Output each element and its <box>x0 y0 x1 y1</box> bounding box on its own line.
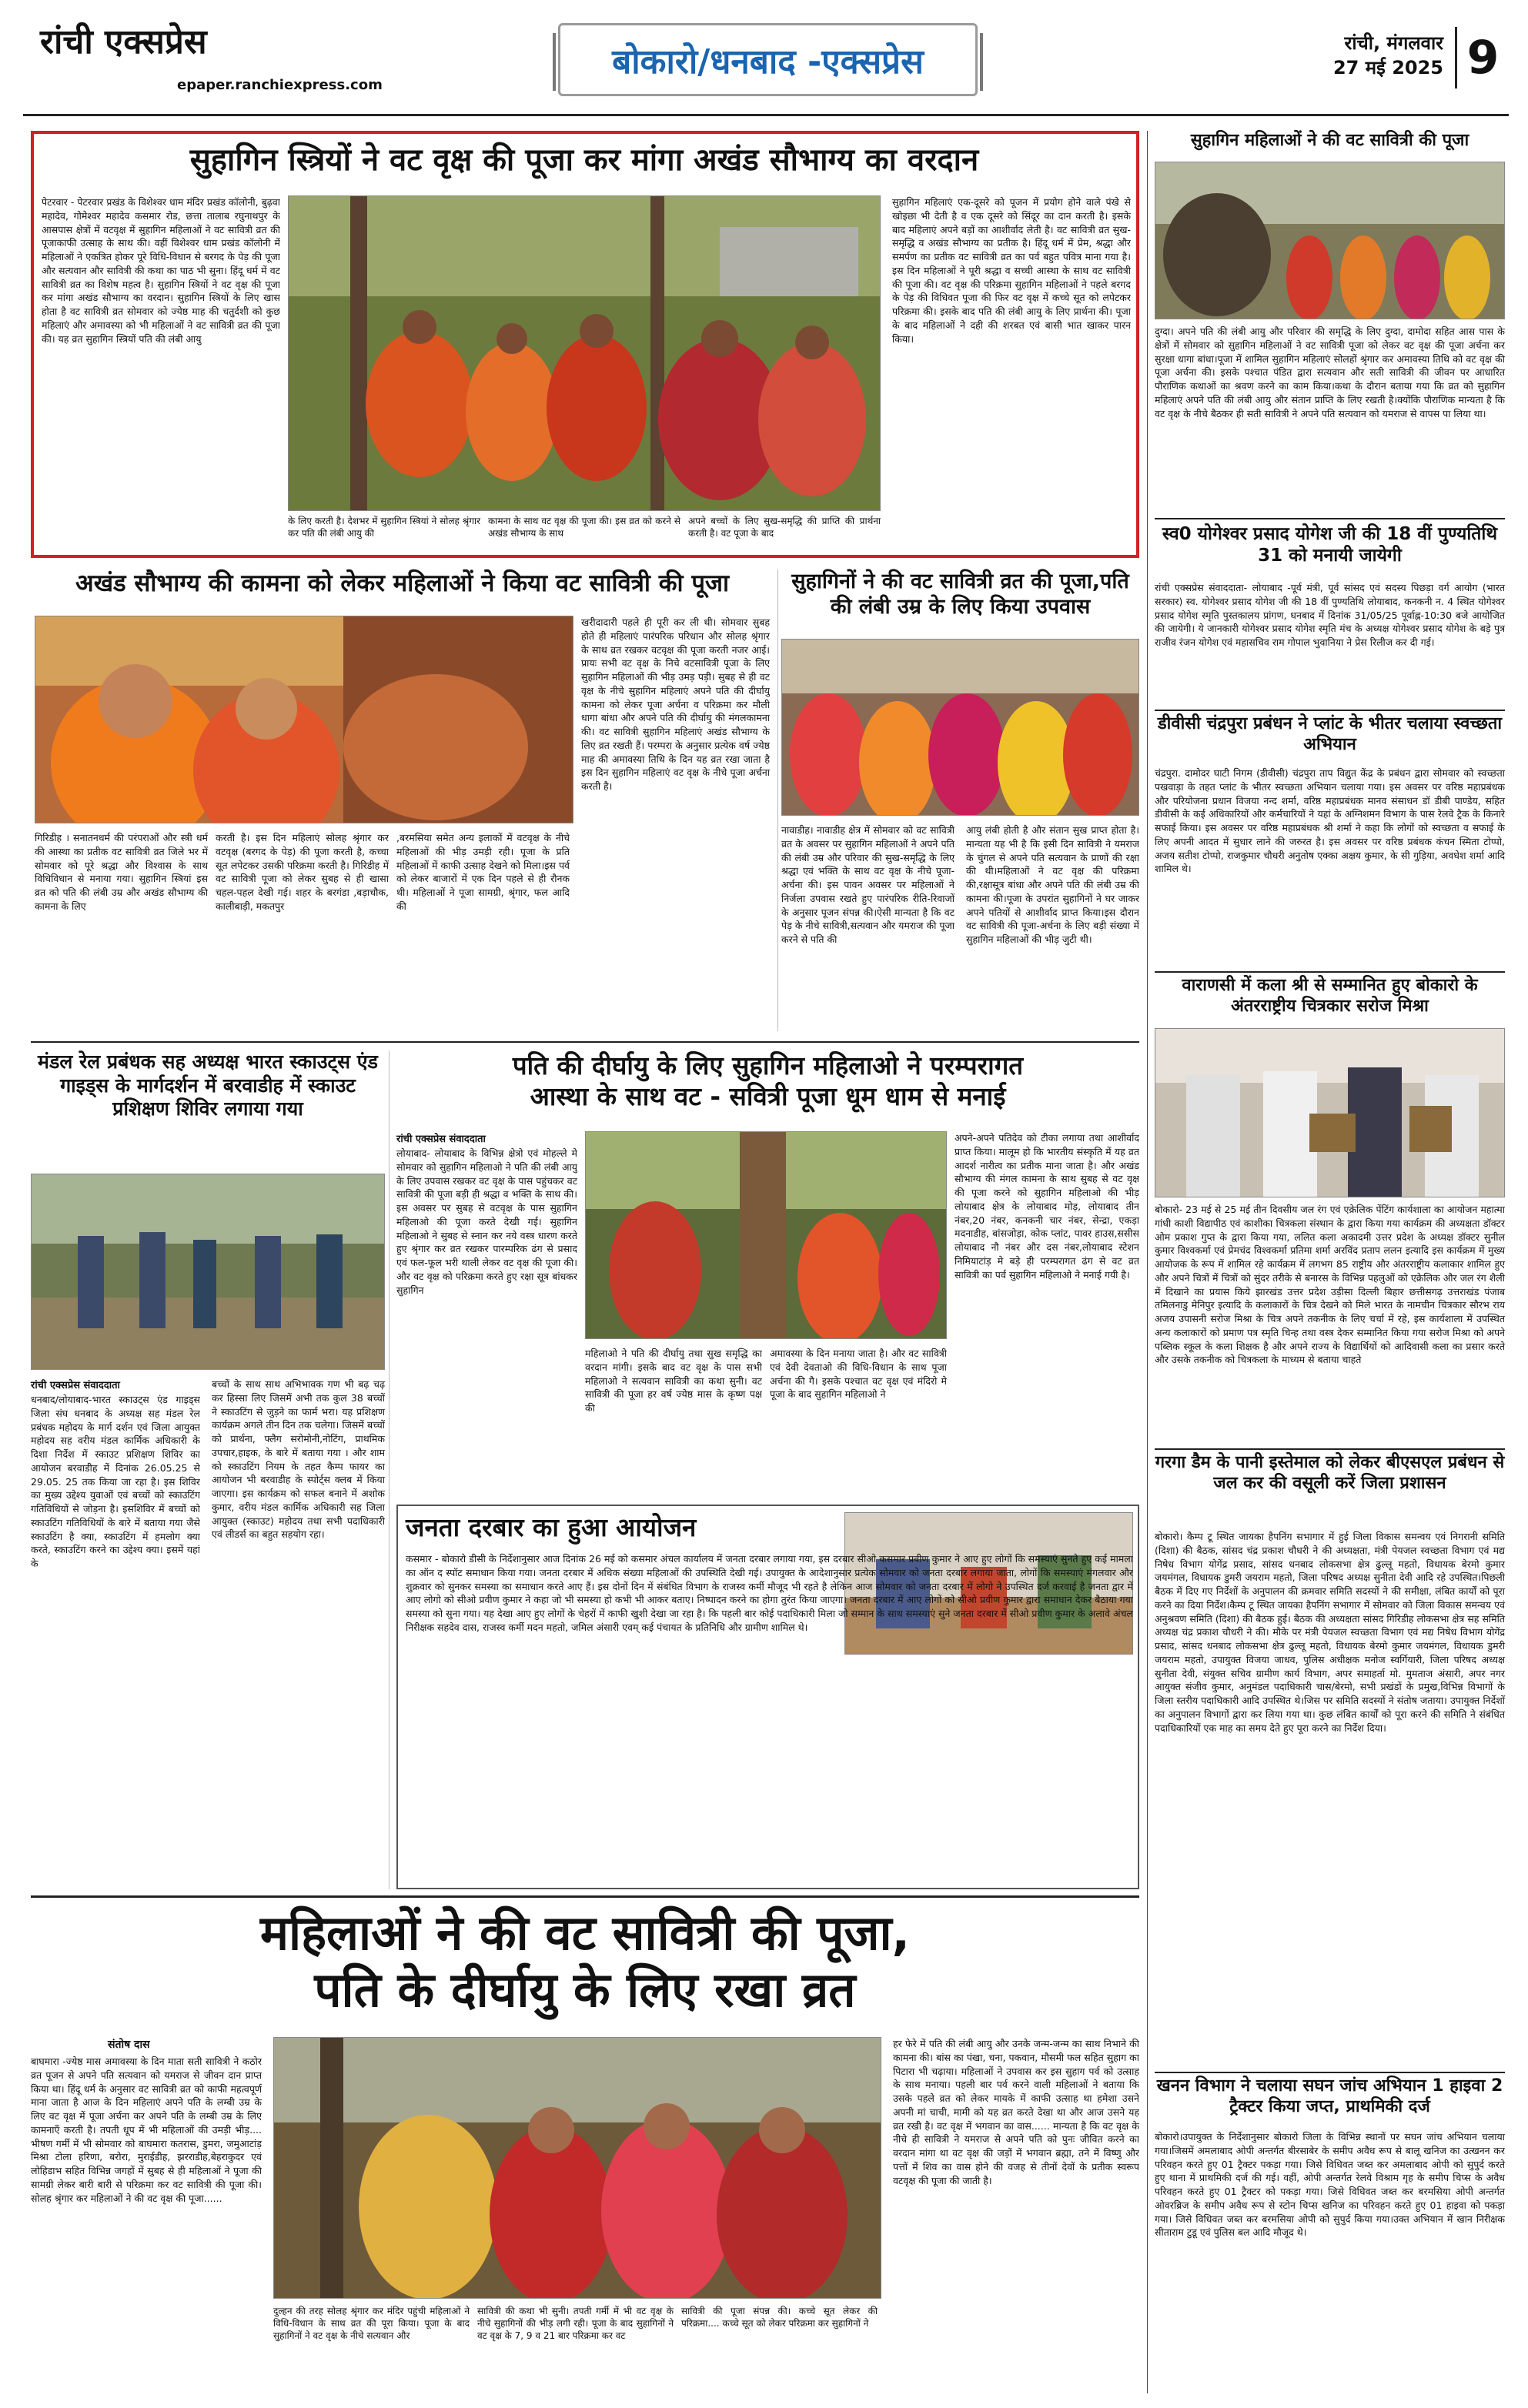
right-story-dvc <box>1155 714 1505 968</box>
right2-body: रांची एक्सप्रेस संवाददाता- लोयाबाद -पूर्व मंत्री, पूर्व सांसद एवं सदस्य पिछड़ा वर्ग आयोग (भारत सरकार) स्व. योगेश्वर प्रसाद योगेश जी की 18 वीं पुण्यतिथि लोयाबाद, कनकनी न. 4 स्थित योगेश्वर प्रसाद योगेश स्मृति पुस्तकालय प्रांगण, धनबाद में दिनांक 31/05/25 पूर्वाह्न-10:30 बजे आयोजित की जायेगी। ये जानकारी योगेश्वर प्रसाद योगेश स्मृति मंच के अध्यक्ष योगेश्वर प्रसाद योगेश के बड़े पुत्र राजीव रंजन योगेश एवं महासचिव राम गोपाल भुवानिया ने प्रेस रिलीज कर दी गई। <box>1155 582 1505 648</box>
lead-headline: सुहागिन स्त्रियों ने वट वृक्ष की पूजा कर मांगा अखंड सौभाग्य का वरदान <box>189 142 979 178</box>
epaper-url[interactable]: epaper.ranchiexpress.com <box>177 77 383 93</box>
story-janta-darbar <box>396 1505 1139 1889</box>
right1-body: दुग्दा। अपने पति की लंबी आयु और परिवार की समृद्धि के लिए दुग्दा, दामोदा सहित आस पास के क्षेत्रों में सोमवार को सुहागिन महिलाओं ने वट सावित्री पूजा को लेकर वट वृक्ष की पूजा अर्चना कर सुरक्षा धागा बांधा।पूजा में शामिल सुहागिन महिलाएं सोलहों श्रृंगार कर अमावस्या तिथि को वट वृक्ष की पूजा अर्चना की। इसके पश्चात पंडित द्वारा सत्यवान और सती सावित्री की जीवन पर आधारित पौराणिक कथाओं का श्रवण करने का काम किया।कथा के दौरान बताया गया कि व्रत को सुहागिन महिलाएं अपने पति की लंबी आयु और संतान प्राप्ति के लिए रखती है।क्योंकि पौराणिक मान्यता है कि वट वृक्ष के नीचे बैठकर ही सती सावित्री ने अपने पति सत्यवान को यमराज से वापस पा लिया था। <box>1155 326 1505 419</box>
lead-story-box <box>31 131 1139 558</box>
story2-column-d: खरीदादारी पहले ही पूरी कर ली थी। सोमवार सुबह होते ही महिलाएं पारंपरिक परिधान और सोलह श्रृंगार के साथ व्रत रखकर वटवृक्ष की पूजा करती नजर आई। प्रायः सभी वट वृक्ष के निचे वटसावित्री पूजा के लिए सुहागिन महिलाओं की भीड़ उमड़ पड़ी। सुबह से ही वट वृक्ष के नीचे सुहागिन महिलाएं अपने पति की दीर्घायु कामना को लेकर पूजा अर्चना व परिक्रमा कर मौली धागा बांधा और अपने पति की दीर्घायु की मंगलकामना की। वट सावित्री सुहागिन महिलाएं अखंड सौभाग्य के लिए व्रत रखती हैं। परम्परा के अनुसार प्रत्येक वर्ष ज्येष्ठ माह की अमावस्या तिथि के दिन यह व्रत रखा जाता है इस दिन सुहागिन महिलाएं वट वृक्ष के नीचे पूजा अर्चना करती है। <box>581 616 770 792</box>
section-banner <box>558 23 978 96</box>
right1-photo <box>1155 162 1505 319</box>
story3-headline: सुहागिनों ने की वट सावित्री व्रत की पूजा,पति की लंबी उम्र के लिए किया उपवास <box>791 569 1129 619</box>
story4-photo <box>31 1174 385 1370</box>
lead-column-2: सुहागिन महिलाएं एक-दूसरे को पूजन में प्रयोग होने वाले पंखे से खोइछा भी देती है व एक दूसरे को सिंदूर का दान करती है। इसके बाद महिलाएं अपने बड़ों का आशीर्वाद लेती है। वट सावित्री व्रत सुख-समृद्धि व अखंड सौभाग्य का प्रतीक है। हिंदू धर्म में प्रेम, श्रद्धा और समर्पण का प्रतीक वट सावित्री व्रत का पर्व बहुत पवित्र माना गया है। इस दिन महिलाओं ने पूरी श्रद्धा व सच्ची आस्था के साथ वट सावित्री की पूजा की। वट वृक्ष की परिक्रमा सुहागिन महिलाओं ने पहले बरगद के पेड़ की विधिवत पूजा की फिर वट वृक्ष में कच्चे सूत को लपेटकर परिक्रमा की। इसके बाद पति की लंबी आयु के लिए प्रार्थना की। पूजा के बाद महिलाओं ने दही की शरबत एवं बासी भात खाकर पारन किया। <box>892 196 1131 345</box>
right1-photo-image <box>1155 162 1505 319</box>
right1-headline: सुहागिन महिलाओं ने की वट सावित्री की पूजा <box>1190 131 1469 150</box>
story2-photo <box>35 616 573 823</box>
divider-right-1 <box>1155 518 1505 519</box>
story5-column-d: अपने-अपने पतिदेव को टीका लगाया तथा आशीर्वाद प्राप्त किया। मालूम हो कि भारतीय संस्कृति में यह व्रत आदर्श नारीत्व का प्रतीक माना जाता है। और अखंड सौभाग्य की मंगल कामना के साथ सुबह से वट वृक्ष की पूजा करने को सुहागिन महिलाओ की भीड़ लोयाबाद क्षेत्र के लोयाबाद मोड़, लोयाबाद तीन नंबर,20 नंबर, कनकनी चार नंबर, सेन्द्रा, एकड़ा मदनाडीह, बांसजोड़ा, कोक प्लांट, पावर हाउस,ससीस लोयाबाद नौ नंबर और दस नंबर,लोयाबाद स्टेशन निमियाटांड़ मे बड़े ही परम्परागत ढंग से वट व्रत सावित्री का पर्व सुहागिन महिलाओ ने मनाई गयी है। <box>955 1132 1139 1281</box>
issue-date: 27 मई 2025 <box>1332 57 1443 79</box>
story5-byline: रांची एक्सप्रेस संवाददाता <box>396 1134 486 1145</box>
divider-right-2 <box>1155 710 1505 711</box>
masthead-rule <box>23 114 1509 116</box>
story3-column-b: आयु लंबी होती है और संतान सुख प्राप्त होता है।मान्यता यह भी है कि इसी दिन सावित्री ने यमराज के चुंगल से अपने पति सत्यवान के प्राणों की रक्षा की थी।महिलाओं ने वट वृक्ष की परिक्रमा की,रक्षासूत्र बांधा और अपने पति की लंबी उम्र की कामना की।पूजा के उपरांत सुहागिनों ने घर जाकर अपने पतियों से आशीर्वाद प्राप्त किया।इस दौरान वट सावित्री की पूजा-अर्चना के लिए बड़ी संख्या में सुहागिन महिलाओं की भीड़ जुटी थी। <box>966 824 1139 945</box>
lead-caption-3: अपने बच्चों के लिए सुख-समृद्धि की प्राप्ति की प्रार्थना करती है। वट पूजा के बाद <box>688 516 881 539</box>
right2-headline: स्व0 योगेश्वर प्रसाद योगेश जी की 18 वीं पुण्यतिथि 31 को मनायी जायेगी <box>1162 524 1498 566</box>
story7-column-a: बाघमारा -ज्येष्ठ मास अमावस्या के दिन माता सती सावित्री ने कठोर व्रत पूजन से अपने पति सत्यवान को यमराज से जीवन दान प्राप्त किया था। हिंदू धर्म के अनुसार वट सावित्री व्रत को काफी महत्वपूर्ण माना जाता है आज के दिन महिलाएं अपने पति के लम्बी उम्र के लिए वट वृक्ष में पूजा अर्चना कर अपने पति के लम्बी उम्र के लिए कामनाएँ करती है। तपती धूप में भी महिलाओं की उमड़ी भीड़.... भीषण गर्मी में भी सोमवार को बाघमारा कतरास, डुमरा, जमुआटांड़ मिश्रा टोला हरिणा, बरोरा, मुराईडीह, झरराडीह,बेहराकुदर एवं लोहिडाभ सहित विभिन्न जगहों में सुबह से ही महिलाओं ने पूजा की सामग्री लेकर बारी बारी से परिक्रमा कर वट सावित्री की पूजा की। सोलह श्रृंगार कर महिलाओं ने की वट वृक्ष की पूजा...... <box>31 2056 262 2204</box>
story5-column-a: लोयाबाद- लोयाबाद के विभिन्न क्षेत्रो एवं मोहल्ले मे सोमवार को सुहागिन महिलाओ ने पति की लंबी आयु के लिए उपवास रखकर वट वृक्ष के पास पहुंचकर वट सावित्री की पूजा बड़ी ही श्रद्धा व भक्ति के साथ की। इस अवसर पर सुबह से वटवृक्ष के पास सुहागिन महिलाओ की पूजा करते देखी गई। सुहागिन महिलाओ ने सुबह से स्नान कर नये वस्त्र धारण करते हुए श्रृंगार कर व्रत रखकर पारम्परिक ढंग से प्रसाद एवं फल-फूल भरी थाली लेकर वट वृक्ष की पूजा की। और वट वृक्ष को परिक्रमा करते हुए रक्षा सूत्र बांधकर सुहागिन <box>396 1147 577 1296</box>
divider-right-4 <box>1155 1448 1505 1450</box>
story5-headline-line1: पति की दीर्घायु के लिए सुहागिन महिलाओ ने परम्परागत <box>512 1050 1024 1080</box>
lead-photo <box>288 195 881 511</box>
story7-headline-line1: महिलाओं ने की वट सावित्री की पूजा, <box>259 1905 911 1961</box>
dateline <box>1301 31 1443 81</box>
story7-headline <box>31 1905 1139 2019</box>
story5-column-c: अमावस्या के दिन मनाया जाता है। और वट सावित्री एवं देवी देवताओ की विधि-विधान के साथ पूजा अर्चना की गै। इसके पश्चात वट वृक्ष एवं मंदिरो मे पूजा के बाद सुहागिन महिलाओ ने <box>770 1348 947 1401</box>
story2-column-b: करती है। इस दिन महिलाएं सोलह श्रृंगार कर वटवृक्ष (बरगद के पेड़) की पूजा करती है, कच्चा सूत लपेटकर उसकी परिक्रमा करती है। गिरिडीह में वट सावित्री पूजा को लेकर सुबह से ही खासा चहल-पहल देखी गई। शहर के बरगंडा ,बड़ाचौक, कालीबाड़ी, मकतपुर <box>216 832 389 912</box>
story-mahilaon-vrat <box>31 1905 1139 2397</box>
right-story-suhagin <box>1155 131 1505 516</box>
section-title: बोकारो/धनबाद -एक्सप्रेस <box>612 42 924 82</box>
divider-right-3 <box>1155 971 1505 973</box>
right5-body: बोकारो। कैम्प टू स्थित जायका हैपनिंग सभागार में हुई जिला विकास समन्वय एवं निगरानी समिति (दिशा) की बैठक, सांसद चंद्र प्रकाश चौधरी ने की अध्यक्षता, मंत्री पेयजल स्वच्छता विभाग एवं मद्य निषेध विभाग योगेंद्र प्रसाद, सांसद धनबाद लोकसभा क्षेत्र ढुल्लू महतो, विधायक बेरमो कुमार जयमंगल, विधायक डुमरी जयराम महतो, जिला परिषद अध्यक्ष सुनीता देवी आदि रहे उपस्थित।पिछली बैठक में दिए गए निर्देशों के अनुपालन की क्रमवार समिति सदस्यों ने की समीक्षा, लंबित कार्यों को पूरा करने का दिया निर्देश।कैम्प टू स्थित जायका हैपनिंग सभागार में सोमवार को जिला विकास समन्वय एवं अनुश्रवण समिति (दिशा) की बैठक हुई। बैठक की अध्यक्षता सांसद गिरिडीह लोकसभा क्षेत्र सह समिति अध्यक्ष चंद्र प्रकाश चौधरी ने की। मौके पर मंत्री पेयजल स्वच्छता विभाग एवं मद्य निषेध विभाग योगेंद्र प्रसाद, सांसद धनबाद लोकसभा क्षेत्र ढुल्लू महतो, विधायक बेरमो कुमार जयमंगल, विधायक डुमरी जयराम महतो, उपायुक्त विजया जाधव, पुलिस अधीक्षक मनोज स्वर्गियारी, जिला परिषद अध्यक्ष सुनीता देवी, संयुक्त सचिव ग्रामीण कार्य विभाग, अपर समाहर्ता मो. मुमताज अंसारी, अपर नगर आयुक्त संजीव कुमार, अनुमंडल पदाधिकारी चास/बेरमो, सभी प्रखंडों के प्रमुख,विभिन्न विभागों के जिला स्तरीय पदाधिकारी आदि उपस्थित थे।जिस पर समिति सदस्यों ने संतोष जताया। उपायुक्त निर्देशों का अनुपालन विभागों द्वारा कर लिया गया था। कुछ लंबित कार्यों को पूरा करने की समिति ने संबंधित पदाधिकारियों एक माह का समय देते हुए पूरा करने का निर्देश दिया। <box>1155 1531 1505 1734</box>
divider-right-rail <box>1147 131 1148 2393</box>
story7-column-b: हर फेरे में पति की लंबी आयु और उनके जन्म-जन्म का साथ निभाने की कामना की। बांस का पंखा, चना, पकवान, मौसमी फल सहित सुहाग का पिटारा भी चढ़ाया। महिलाओं ने उपवास कर इस सुहाग पर्व को उत्साह के साथ मनाया। पहली बार पर्व करने वाली महिलाओं ने बताया कि उसके पहले व्रत को लेकर मायके में काफी उत्साह था हमेशा उसने अपनी मां चाची, मामी को यह व्रत करते देखा था और आज उसने यह व्रत रखी है। वट वृक्ष में भगवान का वास...... मान्यता है कि वट वृक्ष के नीचे ही सावित्री ने यमराज से अपने पति को पुनः जीवित करने का वरदान मांगा था वट वृक्ष की जड़ों में भगवान ब्रह्मा, तने में विष्णु और पत्तों में शिव का वास होने की वजह से तीनों देवों के प्रतीक स्वरूप वटवृक्ष की पूजा की जाती है। <box>893 2038 1139 2186</box>
story7-photo-image <box>274 2038 881 2299</box>
lead-caption-2: कामना के साथ वट वृक्ष की पूजा की। इस व्रत को करने से अखंड सौभाग्य के साथ <box>488 516 680 539</box>
lead-photo-image <box>289 196 881 511</box>
right-story-khanan <box>1155 2076 1505 2400</box>
story7-caption-3: सावित्री की पूजा संपन्न की। कच्चे सूत लेकर की परिक्रमा.... कच्चे सूत को लेकर परिक्रमा कर सुहागिनों ने <box>681 2306 878 2330</box>
divider-row2 <box>31 1041 1139 1043</box>
right4-body: बोकारो- 23 मई से 25 मई तीन दिवसीय जल रंग एवं एक्रेलिक पेंटिंग कार्यशाला का आयोजन महात्मा गांधी काशी विद्यापीठ एवं काशीका चित्रकला संस्थान के द्वारा किया गया कार्यक्रम की अध्यक्षता डॉक्टर ओम प्रकाश गुप्त के द्वारा किया गया, ललित कला अकादमी उत्तर प्रदेश के अध्यक्ष डॉक्टर सुनील कुमार विश्वकर्मा एवं प्रेमचंद विश्वकर्मा प्रतिमा शर्मा अरविंद प्रताप ललन इत्यादि इस कार्यक्रम में मुख्य आयोजक के रूप में शामिल रहे कार्यक्रम में लगभग 85 राष्ट्रीय और अंतरराष्ट्रीय कलाकार शामिल हुए और अपने चित्रों में चित्रों को सुंदर तरीके से बनारस के विभिन्न पहलुओं को एक्रेलिक और जल रंग शैली में दिखाने का प्रयास किये झारखंड उत्तर प्रदेश उड़ीसा दिल्ली बिहार छत्तीसगढ़ उत्तराखंड पंजाब तमिलनाडु मेनिपुर इत्यादि के कलाकारों के चित्र देखने को मिले भारत के नामचीन चित्रकार सौरभ राय अजय उपासनी सरोज मिश्रा के चित्र अपने तकनीक के लिए चर्चा में रहे, इस कार्यशाला में उपस्थित अन्य कलाकारों को प्रमाण पत्र स्मृति चिन्ह तथा वस्त्र देकर सम्मानित किया गया सरोज मिश्रा को अपने पब्लिक स्कूल के कला शिक्षक है और अपने राज्य के विद्यार्थियों को आदिवासी कला का प्रसार करते और उसके तकनीक को चित्रकला के माध्यम से बताया चाहते <box>1155 1204 1505 1366</box>
right6-headline: खनन विभाग ने चलाया सघन जांच अभियान 1 हाइवा 2 ट्रैक्टर किया जप्त, प्राथमिकी दर्ज <box>1156 2076 1503 2116</box>
story-suhaginon-upvas <box>781 569 1139 1039</box>
story3-photo <box>781 639 1139 816</box>
paper-name: रांची एक्सप्रेस <box>40 22 207 62</box>
story6-headline: जनता दरबार का हुआ आयोजन <box>406 1512 697 1542</box>
story7-caption-1: दुल्हन की तरह सोलह श्रृंगार कर मंदिर पहुंची महिलाओं ने विधि-विधान के साथ व्रत की पूरा किया। पूजा के बाद सुहागिनों ने वट वृक्ष के नीचे सत्यवान और <box>273 2306 470 2342</box>
story2-column-c: ,बरमसिया समेत अन्य इलाकों में वटवृक्ष के नीचे महिलाओं की भीड़ उमड़ी रही। पूजा के प्रति महिलाओं में काफी उत्साह देखने को मिला।इस पर्व को लेकर बाजारों में एक दिन पहले से ही रौनक थी। महिलाओं ने पूजा सामग्री, श्रृंगार, फल आदि की <box>396 832 570 912</box>
right4-photo <box>1155 1028 1505 1197</box>
right4-headline: वाराणसी में कला श्री से सम्मानित हुए बोकारो के अंतरराष्ट्रीय चित्रकार सरोज मिश्रा <box>1182 976 1478 1016</box>
story-akhand-saubhagya <box>31 569 774 1039</box>
right6-body: बोकारो।उपायुक्त के निर्देशानुसार बोकारो जिला के विभिन्न स्थानों पर सघन जांच अभियान चलाया गया।जिसमें अमलाबाद ओपी अन्तर्गत बीरसाबेर के समीप अवैध रूप से बालू खनिज का उत्खनन कर परिवहन करते हुए 01 ट्रैक्टर पकड़ा गया। जिसे विधिवत जब्त कर अमलाबाद ओपी को सुपुर्द करते हुए थाना में प्राथमिकी दर्ज की गई। वहीं, ओपी अन्तर्गत रेलवे विश्राम गृह के समीप चिप्स के अवैध परिवहन करते हुए 01 ट्रैक्टर को पकड़ा गया। जिसे विधिवत जब्त कर बरमसिया ओपी अन्तर्गत ओवरब्रिज के समीप अवैध रूप से स्टोन चिप्स खनिज का परिवहन करते हुए 01 हाइवा को पकड़ा गया। जिसे विधिवत जब्त कर बरमसिया ओपी को सुपुर्द किया गया।उक्त अभियान में खान निरीक्षक सीताराम टुडू एवं पुलिस बल आदि मौजूद थे। <box>1155 2131 1505 2239</box>
story2-headline: अखंड सौभाग्य की कामना को लेकर महिलाओं ने किया वट सावित्री की पूजा <box>75 569 729 597</box>
story7-headline-line2: पति के दीर्घायु के लिए रखा व्रत <box>314 1962 856 2019</box>
lead-column-1: पेटरवार - पेटरवार प्रखंड के विशेश्वर धाम मंदिर प्रखंड कॉलोनी, बुढ़वा महादेव, गोमेश्वर महादेव कसमार रोड, छत्ता तालाब रघुनाथपुर के आसपास क्षेत्रों में वटवृक्ष में सुहागिन महिलाओं ने वट सावित्री व्रत की पूजाकाफी उत्साह के साथ की। वहीं विशेश्वर धाम प्रखंड कॉलोनी में महिलाओं ने एकत्रित होकर पूरे विधि-विधान से बरगद के पेड़ की पूजा और सत्यवान और सावित्री की कथा का पाठ भी सुना। हिंदू धर्म में वट सावित्री व्रत का विशेष महत्व है। सुहागिन स्त्रियों ने वट वृक्ष की पूजा कर मांगा अखंड सौभाग्य का वरदान। सुहागिन स्त्रियों के लिए खास होता है वट सावित्री व्रत सोमवार को ज्येष्ठ माह की चतुर्दशी को कुछ महिलाएं और अमावस्या को भी महिलाओं ने वट सावित्री व्रत की पूजा की। यह व्रत सुहागिन स्त्रियों पति की लंबी आयु <box>42 196 280 345</box>
story4-headline: मंडल रेल प्रबंधक सह अध्यक्ष भारत स्काउट्स एंड गाइड्स के मार्गदर्शन में बरवाडीह में स्काउट प्रशिक्षण शिविर लगाया गया <box>38 1050 378 1120</box>
right4-photo-image <box>1155 1029 1505 1197</box>
story4-photo-image <box>32 1174 385 1370</box>
divider-row3 <box>31 1895 1139 1898</box>
story3-photo-image <box>782 640 1139 816</box>
right3-body: चंद्रपुरा. दामोदर घाटी निगम (डीवीसी) चंद्रपुरा ताप विद्युत केंद्र के प्रबंधन द्वारा सोमवार को स्वच्छता पखवाड़ा के तहत प्लांट के भीतर स्वच्छता अभियान चलाया गया। इस अवसर पर वरिष्ठ महाप्रबंधक और परियोजना प्रधान विजया नन्द शर्मा, वरिष्ठ महाप्रबंधक मानव संसाधन डॉ डीबी पाण्डेय, सहित डीवीसी के कई अधिकारियों और कर्मचारियों ने यहां के अग्निशमन विभाग के पास रेलवे ट्रैक के किनारे सफाई किया। इस अवसर पर वरिष्ठ महाप्रबंधक श्री शर्मा ने कहा कि लोगों को स्वच्छता व सफाई के लिए अपनी आदत में सुधार लाने की जरुरत है। इस अवसर पर वरिष्ठ प्रबंधक कंचन स्मिता टोप्पो, अजय सतीश टोप्पो, राजकुमार चौधरी अनुतोष एक्का अक्षय कुमार, के सी गुड़िया, अवधेश शर्मा आदि शामिल थे। <box>1155 767 1505 875</box>
masthead <box>0 0 1528 115</box>
story6-body: कसमार - बोकारो डीसी के निर्देशानुसार आज दिनांक 26 मई को कसमार अंचल कार्यालय में जनता दरबार लगाया गया, इस दरबार सीओ कसमार प्रवीण कुमार ने आए हुए लोगों कि समस्याएं सुनते हुए कई मामला का ऑन द स्पॉट समाधान किया गया। जनता दरबार में अधिक संख्या महिलाओं की उपस्थिति देखी गई। उपायुक्त के आदेशानुसार प्रत्येक सोमवार को जनता दरबार लगाया जाता, लोगों कि समस्याएं मंगलवार और शुक्रवार को सुनकर समस्या का समाधान करते आए हैं। इस दोनों दिन में संबंधित विभाग के राजस्व कर्मी मौजूद भी रहते है लेकिन आज सोमवार को जनता दरबार में लोगो ने उपस्थित दर्ज करवाई है जनता द्वार में आए लोगो को सीओ प्रवीण कुमार ने कहा जो भी समस्या हो कभी भी आकर बताए। निष्पादन करने का होगा तुरंत किया जाएगा। जनता दरबार में आए लोगों को सीओ प्रवीण कुमार द्वारा समाधान देकर बैठाया गया समस्या को सुना गया। यह देखा आए हुए लोगों के चेहरों में काफी खुशी देखा जा रहा है। कि पहली बार कोई पदाधिकारी मिला जो सम्मान के साथ समस्याएं सुने जनता दरबार में सीओ प्रवीण कुमार के अलावे अंचल निरीक्षक सहदेव दास, राजस्व कर्मी मदन महतो, जमिल अंसारी एवम् कई पंचायत के प्रतिनिधि और ग्रामीण शामिल थे। <box>406 1553 1133 1633</box>
right-story-punyatithi <box>1155 523 1505 708</box>
story5-headline <box>396 1050 1139 1113</box>
divider-right-5 <box>1155 2072 1505 2073</box>
lead-caption-1: के लिए करती है। देशभर में सुहागिन स्त्रियां ने सोलह श्रृंगार कर पति की लंबी आयु की <box>288 516 480 539</box>
story7-photo <box>273 2037 881 2299</box>
story4-column-a: धनबाद/लोयाबाद-भारत स्काउट्स एंड गाइड्स जिला संघ धनबाद के अध्यक्ष सह मंडल रेल प्रबंधक महोदय के मार्ग दर्शन एवं जिला आयुक्त महोदय सह वरीय मंडल कार्मिक अधिकारी के दिशा निर्देश में स्काउट प्रशिक्षण शिविर का आयोजन बरवाडीह में दिनांक 26.05.25 से 29.05. 25 तक किया जा रहा है। इस शिविर का मुख्य उद्देश्य युवाओं एवं बच्चों को स्काउटिंग गतिविधियों से जोड़ना है। इसशिविर में बच्चों को स्काउटिंग गतिविधियों के बारे में बताया गया जैसे स्काउटिंग है क्या, स्काउटिंग में हमलोग क्या करते, स्काउटिंग करने का उद्देश्य क्या। इसमें यहां के <box>31 1394 200 1569</box>
right3-headline: डीवीसी चंद्रपुरा प्रबंधन ने प्लांट के भीतर चलाया स्वच्छता अभियान <box>1157 714 1503 754</box>
story5-photo-image <box>586 1132 947 1339</box>
story5-headline-line2: आस्था के साथ वट - सवित्री पूजा धूम धाम से मनाई <box>530 1081 1006 1112</box>
paper-logo <box>40 17 207 63</box>
story2-column-a: गिरिडीह । सनातनधर्म की परंपराओं और स्त्री धर्म की आस्था का प्रतीक वट सावित्री व्रत जिले भर में सोमवार को पूरे श्रद्धा और विश्वास के साथ विधिविधान से मनाया गया। सुहागिन स्त्रियां इस व्रत को पति की लंबी उम्र और अखंड सौभाग्य की कामना के लिए <box>35 832 208 912</box>
story-scout-camp <box>31 1050 385 1893</box>
story7-byline: संतोष दास <box>108 2039 150 2051</box>
story3-column-a: नावाडीह। नावाडीह क्षेत्र में सोमवार को वट सावित्री व्रत के अवसर पर सुहागिन महिलाओं ने अपने पति की लंबी उम्र और परिवार की सुख-समृद्धि के लिए श्रद्धा एवं भक्ति के साथ वट वृक्ष के नीचे पूजा-अर्चना की। इस पावन अवसर पर महिलाओं ने निर्जला उपवास रखते हुए पारंपरिक रीति-रिवाजों के अनुसार पूजन संपन्न की।ऐसी मान्यता है कि वट पेड़ के नीचे सावित्री,सत्यवान और यमराज की पूजा करने से पति की <box>781 824 955 945</box>
story2-photo-image <box>35 616 573 823</box>
city-day: रांची, मंगलवार <box>1344 32 1443 54</box>
story4-byline: रांची एक्सप्रेस संवाददाता <box>31 1380 120 1391</box>
page-number: 9 <box>1455 27 1509 89</box>
story7-caption-2: सावित्री की कथा भी सुनी। तपती गर्मी में भी वट वृक्ष के नीचे सुहागिनों की भीड़ लगी रही। पूजा के बाद सुहागिनों ने वट वृक्ष के 7, 9 व 21 बार परिक्रमा कर वट <box>477 2306 674 2342</box>
story5-column-b: महिलाओ ने पति की दीर्घायु तथा सुख समृद्धि का वरदान मांगी। इसके बाद वट वृक्ष के पास सभी महिलाओ ने सत्यवान सावित्री का कथा सुनी। वट सावित्री की पूजा हर वर्ष ज्येष्ठ मास के कृष्ण पक्ष की <box>585 1348 762 1414</box>
right-story-kala-shri <box>1155 976 1505 1445</box>
right-story-garga-dam <box>1155 1453 1505 2069</box>
divider-story2-story3 <box>777 569 778 1031</box>
divider-story4-story5 <box>389 1050 390 1889</box>
right5-headline: गरगा डैम के पानी इस्तेमाल को लेकर बीएसएल प्रबंधन से जल कर की वसूली करें जिला प्रशासन <box>1155 1453 1505 1493</box>
story4-column-b: बच्चों के साथ साथ अभिभावक गण भी बढ़ चढ़ कर हिस्सा लिए जिसमें अभी तक कुल 38 बच्चों ने स्काउटिंग से जुड़ने का फार्म भरा। यह प्रशिक्षण कार्यक्रम अगले तीन दिन तक चलेगा। जिसमें बच्चों को प्रार्थना, फ्लैग सरोमोनी,नोटिंग, प्राथमिक उपचार,हाइक, के बारे में बताया गया । और शाम को स्काउटिंग नियम के तहत कैम्प फायर का आयोजन भी बरवाडीह के स्पोर्ट्स क्लब में किया जाएगा। इस कार्यक्रम को सफल बनाने में अशोक कुमार, वरीय मंडल कार्मिक अधिकारी सह जिला आयुक्त (स्काउट) महोदय तथा सभी पदाधिकारी एवं लीडर्स का बहुत सहयोग रहा। <box>212 1378 385 1541</box>
story-vat-savitri-loyabad <box>396 1050 1139 1501</box>
story5-photo <box>585 1131 947 1339</box>
